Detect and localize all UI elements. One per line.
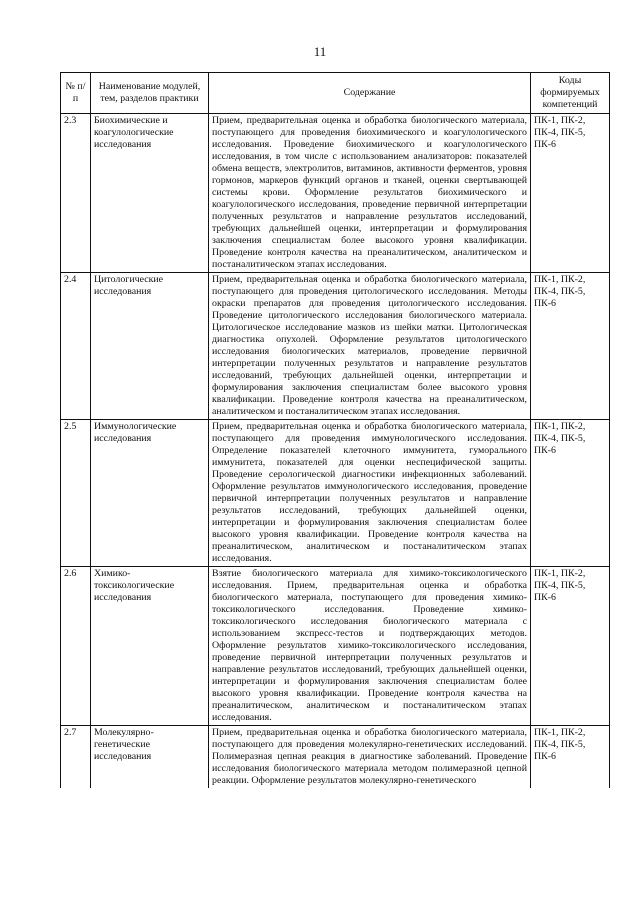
row-content: Прием, предварительная оценка и обработка биологического материала, поступающего для проведения молекулярно-генетических исследований. Полимеразная цепная реакция в диагностике заболеваний. Проведение исследования биологического материала методом полимеразной цепной реакции. Оформление результатов молекулярно-генетического <box>209 726 531 789</box>
row-number: 2.6 <box>61 567 91 726</box>
competency-table <box>60 72 610 788</box>
row-module-name: Биохимические и коагулологические исследования <box>91 114 209 273</box>
row-number: 2.5 <box>61 420 91 567</box>
page-number: 11 <box>313 44 327 59</box>
table-row <box>61 420 610 567</box>
row-codes: ПК-1, ПК-2, ПК-4, ПК-5, ПК-6 <box>531 420 610 567</box>
row-module-name: Иммунологические исследования <box>91 420 209 567</box>
row-content: Прием, предварительная оценка и обработка биологического материала, поступающего для проведения иммунологического исследования. Определение показателей клеточного иммунитета, гуморального иммунитета, показателей для оценки неспецифической защиты. Проведение серологической диагностики инфекционных заболеваний. Оформление результатов иммунологического исследования, проведение первичной интерпретации полученных результатов и направление результатов исследований, требующих дальнейшей оценки, интерпретации и формулирования заключения специалистам более высокого уровня квалификации. Проведение контроля качества на преаналитическом, аналитическом и постаналитическом этапах исследования. <box>209 420 531 567</box>
table-row <box>61 114 610 273</box>
table-header-row <box>61 73 610 114</box>
table-row <box>61 273 610 420</box>
table-row <box>61 726 610 789</box>
row-content: Взятие биологического материала для химико-токсикологического исследования. Прием, предварительная оценка и обработка биологического материала, поступающего для проведения химико-токсикологического исследования. Проведение химико-токсикологического исследования биологического материала с использованием экспресс-тестов и подтверждающих методов. Оформление результатов химико-токсикологического исследования, проведение первичной интерпретации полученных результатов и направление результатов исследований, требующих дальнейшей оценки, интерпретации и формулирования заключения специалистам более высокого уровня квалификации. Проведение контроля качества на преаналитическом, аналитическом и постаналитическом этапах исследования. <box>209 567 531 726</box>
header-name: Наименование модулей, тем, разделов практики <box>91 73 209 114</box>
row-codes: ПК-1, ПК-2, ПК-4, ПК-5, ПК-6 <box>531 114 610 273</box>
table-row <box>61 567 610 726</box>
header-num: № п/п <box>61 73 91 114</box>
row-number: 2.3 <box>61 114 91 273</box>
row-module-name: Молекулярно-генетические исследования <box>91 726 209 789</box>
row-content: Прием, предварительная оценка и обработка биологического материала, поступающего для проведения биохимического и коагулологического исследования. Проведение биохимического и коагулологического исследования, в том числе с использованием анализаторов: показателей обмена веществ, электролитов, витаминов, активности ферментов, уровня гормонов, маркеров функций органов и тканей, оценки свертывающей системы крови. Оформление результатов биохимического и коагулологического исследования, проведение первичной интерпретации полученных результатов и направление результатов исследований, требующих дальнейшей оценки, интерпретации и формулирования заключения специалистам более высокого уровня квалификации. Проведение контроля качества на преаналитическом, аналитическом и постаналитическом этапах исследования. <box>209 114 531 273</box>
row-codes: ПК-1, ПК-2, ПК-4, ПК-5, ПК-6 <box>531 567 610 726</box>
row-module-name: Химико-токсикологические исследования <box>91 567 209 726</box>
row-number: 2.4 <box>61 273 91 420</box>
row-module-name: Цитологические исследования <box>91 273 209 420</box>
row-number: 2.7 <box>61 726 91 789</box>
header-codes: Коды формируемых компетенций <box>531 73 610 114</box>
row-codes: ПК-1, ПК-2, ПК-4, ПК-5, ПК-6 <box>531 726 610 789</box>
row-content: Прием, предварительная оценка и обработка биологического материала, поступающего для проведения цитологического исследования. Методы окраски препаратов для проведения цитологического исследования. Проведение цитологического исследования биологического материала. Цитологическое исследование мазков из шейки матки. Цитологическая диагностика опухолей. Оформление результатов цитологического исследования биологических материалов, проведение первичной интерпретации полученных результатов и направление результатов исследований, требующих дальнейшей оценки, интерпретации и формулирования заключения специалистам более высокого уровня квалификации. Проведение контроля качества на преаналитическом, аналитическом и постаналитическом этапах исследования. <box>209 273 531 420</box>
row-codes: ПК-1, ПК-2, ПК-4, ПК-5, ПК-6 <box>531 273 610 420</box>
header-content: Содержание <box>209 73 531 114</box>
